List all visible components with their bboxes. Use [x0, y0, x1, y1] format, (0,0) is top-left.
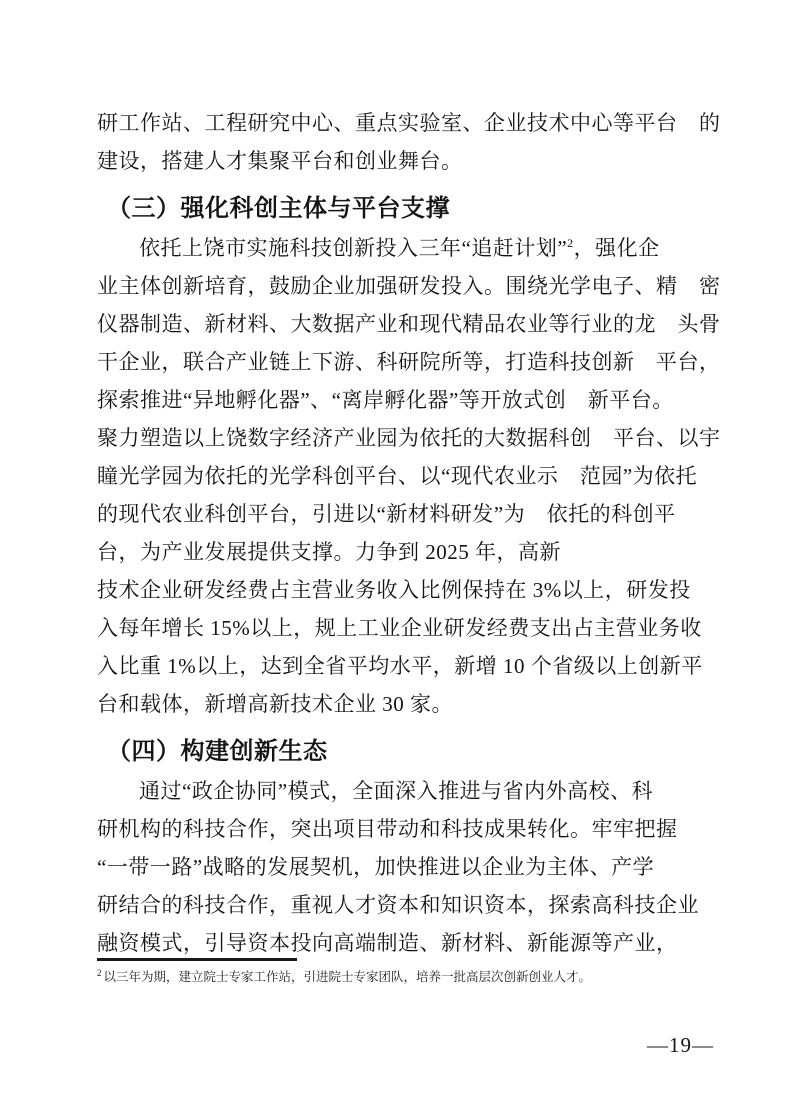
text-line: 台和载体，新增高新技术企业 30 家。 [97, 692, 453, 716]
text-line: 入比重 1%以上，达到全省平均水平，新增 10 个省级以上创新平 [97, 654, 703, 678]
text-line: 干企业，联合产业链上下游、科研院所等，打造科技创新 平台， [97, 350, 721, 374]
document-content [97, 104, 721, 962]
footnote [97, 958, 713, 987]
text-line [97, 229, 713, 267]
footnote-body: 以三年为期，建立院士专家工作站，引进院士专家团队，培养一批高层次创新创业人才。 [103, 970, 592, 984]
text-line: 探索推进“异地孵化器”、“离岸孵化器”等开放式创 新平台。 [97, 388, 674, 412]
text-line: 研机构的科技合作，突出项目带动和科技成果转化。牢牢把握 [97, 817, 678, 841]
text-segment: 依托上饶市实施科技创新投入三年“追赶计划” [139, 236, 568, 260]
text-line: 业主体创新培育，鼓励企业加强研发投入。围绕光学电子、精 密 [97, 274, 721, 298]
footnote-text [97, 967, 713, 987]
text-line: 通过“政企协同”模式，全面深入推进与省内外高校、科 [139, 779, 654, 803]
footnote-marker: 2 [97, 967, 102, 978]
text-line: 融资模式，引导资本投向高端制造、新材料、新能源等产业， [97, 931, 678, 955]
text-line: 研结合的科技合作，重视人才资本和知识资本，探索高科技企业 [97, 893, 699, 917]
text-line: 瞳光学园为依托的光学科创平台、以“现代农业示 范园”为依托 [97, 464, 698, 488]
page-number: —19— [647, 1033, 714, 1057]
text-line: 研工作站、工程研究中心、重点实验室、企业技术中心等平台 的 [97, 111, 721, 135]
text-line: 建设，搭建人才集聚平台和创业舞台。 [97, 149, 463, 173]
text-line: 技术企业研发经费占主营业务收入比例保持在 3%以上，研发投 [97, 578, 691, 602]
superscript-marker: 2 [567, 236, 574, 250]
text-line: 的现代农业科创平台，引进以“新材料研发”为 依托的科创平 [97, 502, 676, 526]
text-line: “一带一路”战略的发展契机，加快推进以企业为主体、产学 [97, 855, 655, 879]
text-segment: ，强化企 [573, 236, 660, 260]
section-heading: （四）构建创新生态 [107, 738, 328, 765]
text-line: 仪器制造、新材料、大数据产业和现代精品农业等行业的龙 头骨 [97, 312, 721, 336]
section-heading: （三）强化科创主体与平台支撑 [107, 195, 450, 222]
footnote-separator [97, 958, 297, 961]
text-line: 台，为产业发展提供支撑。力争到 2025 年，高新 [97, 540, 561, 564]
text-line: 入每年增长 15%以上，规上工业企业研发经费支出占主营业务收 [97, 616, 702, 640]
text-line: 聚力塑造以上饶数字经济产业园为依托的大数据科创 平台、以宇 [97, 426, 721, 450]
